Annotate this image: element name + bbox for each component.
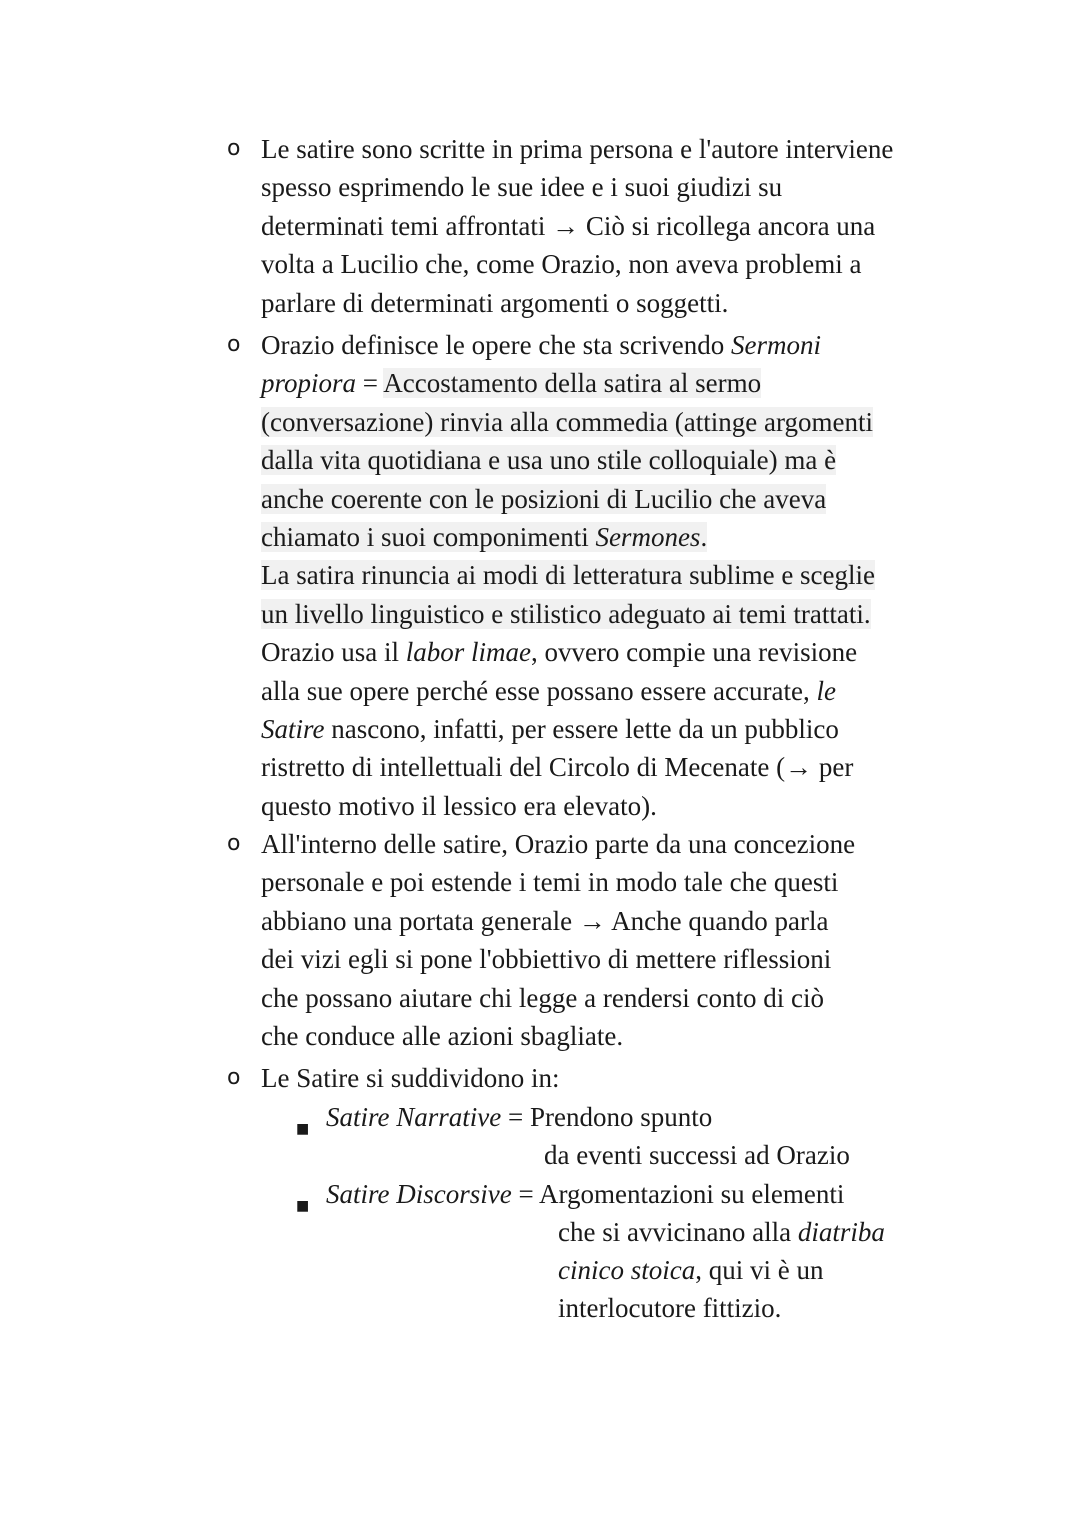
text-span: Orazio usa il: [261, 637, 406, 668]
italic-term: le: [816, 675, 836, 706]
text-line: questo motivo il lessico era elevato).: [261, 790, 657, 821]
text-span: , ovvero compie una revisione: [530, 637, 858, 668]
highlighted-text: dalla vita quotidiana e usa uno stile colloquiale) ma è: [261, 445, 837, 476]
text-span: , qui vi è un: [695, 1255, 824, 1285]
italic-term: Satire: [261, 713, 325, 744]
highlighted-text: (conversazione) rinvia alla commedia (attinge argomenti: [261, 406, 873, 437]
text-line: Le Satire si suddividono in:: [261, 1063, 560, 1093]
italic-term: Sermones: [595, 521, 701, 552]
text-span: Orazio definisce le opere che sta scrivendo: [261, 330, 732, 360]
list-item: [227, 130, 961, 322]
text-span: Argomentazioni su elementi: [538, 1179, 845, 1209]
bullet-icon: o: [227, 136, 241, 161]
text-line: ristretto di intellettuali del Circolo di Mecenate (→ per: [261, 752, 854, 783]
text-line: volta a Lucilio che, come Orazio, non aveva problemi a: [261, 249, 862, 280]
square-bullet-icon: ■: [296, 1121, 310, 1137]
sub-item-line: [558, 1251, 823, 1289]
text-line: personale e poi estende i temi in modo tale che questi: [261, 867, 839, 898]
highlighted-text: anche coerente con le posizioni di Lucilio che aveva: [261, 483, 827, 514]
italic-term: propiora: [261, 368, 357, 399]
text-line: All'interno delle satire, Orazio parte da una concezione: [261, 829, 856, 859]
text-line: che possano aiutare chi legge a rendersi conto di ciò: [261, 982, 825, 1013]
text-line: [261, 441, 961, 479]
text-line: [261, 556, 961, 594]
text-line: [261, 672, 961, 710]
italic-term: Satire Narrative: [326, 1102, 502, 1132]
text-line: Le satire sono scritte in prima persona e l'autore interviene: [261, 134, 894, 164]
italic-term: Satire Discorsive: [326, 1179, 512, 1209]
highlighted-text: un livello linguistico e stilistico adeguato ai temi trattati.: [261, 598, 871, 629]
text-line: [261, 595, 961, 633]
text-line: [261, 364, 961, 402]
text-span: alla sue opere perché esse possano essere accurate,: [261, 675, 817, 706]
bullet-icon: o: [227, 332, 241, 357]
bullet-icon: o: [227, 1065, 241, 1090]
list-item: [227, 326, 961, 825]
text-line: dei vizi egli si pone l'obbiettivo di mettere riflessioni: [261, 944, 832, 975]
text-span: Prendono spunto: [529, 1102, 713, 1132]
text-line: [261, 633, 961, 671]
text-line: [261, 326, 961, 364]
text-line: spesso esprimendo le sue idee e i suoi giudizi su: [261, 172, 783, 203]
sub-item-line: interlocutore fittizio.: [558, 1293, 782, 1323]
sub-item-line: [558, 1213, 885, 1251]
highlighted-text: Accostamento della satira al sermo: [383, 368, 762, 399]
list-item: [227, 825, 961, 1055]
text-span: .: [700, 521, 708, 552]
text-line: parlare di determinati argomenti o soggetti.: [261, 287, 729, 318]
sub-item-term: [326, 1175, 844, 1213]
text-line: determinati temi affrontati → Ciò si ricollega ancora una: [261, 210, 876, 241]
text-line: abbiano una portata generale → Anche quando parla: [261, 905, 829, 936]
highlighted-text: La satira rinuncia ai modi di letteratura sublime e sceglie: [261, 560, 876, 591]
text-line: che conduce alle azioni sbagliate.: [261, 1020, 624, 1051]
text-span: che si avvicinano alla: [558, 1217, 798, 1247]
italic-term: diatriba: [797, 1217, 885, 1247]
italic-term: Sermoni: [731, 330, 822, 360]
text-span: nascono, infatti, per essere lette da un pubblico: [324, 713, 839, 744]
text-span: chiamato i suoi componimenti: [261, 521, 596, 552]
italic-term: labor limae: [405, 637, 531, 668]
sub-item-line: da eventi successi ad Orazio: [544, 1140, 850, 1170]
text-line: [261, 518, 961, 556]
square-bullet-icon: ■: [296, 1198, 310, 1214]
text-span: =: [511, 1179, 539, 1209]
text-span: =: [356, 368, 384, 399]
bullet-icon: o: [227, 831, 241, 856]
sub-item-term: [326, 1098, 712, 1136]
text-span: =: [501, 1102, 530, 1132]
highlighted-text: [261, 522, 707, 552]
text-line: [261, 710, 961, 748]
list-item: [227, 1059, 961, 1097]
italic-term: cinico stoica: [558, 1255, 696, 1285]
text-line: [261, 403, 961, 441]
text-line: [261, 480, 961, 518]
